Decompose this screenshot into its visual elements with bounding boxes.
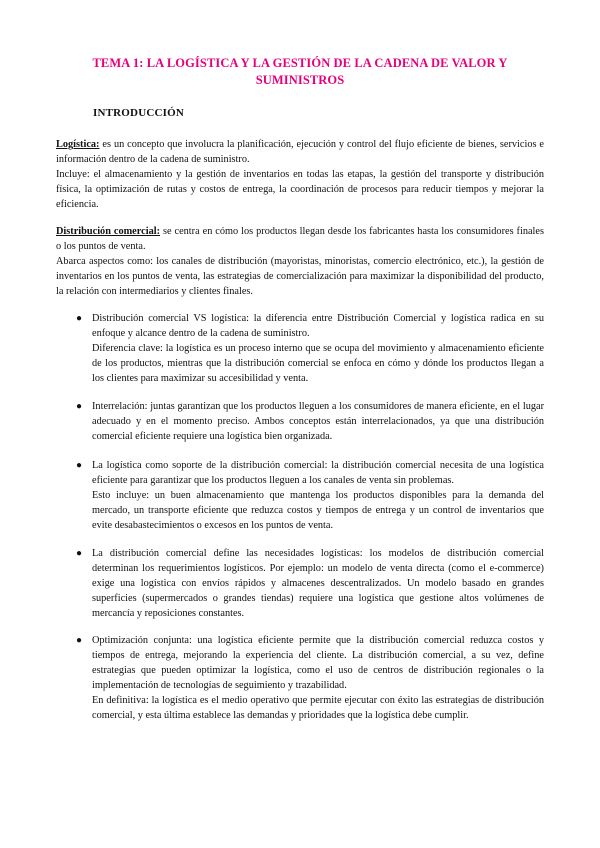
bullet-item xyxy=(56,311,544,386)
bullet-line: En definitiva: la logística es el medio operativo que permite ejecutar con éxito las estrategias de distribución comercial, y esta última establece las demandas y prioridades que la logística debe cumplir. xyxy=(92,695,544,721)
bullet-line: Esto incluye: un buen almacenamiento que mantenga los productos disponibles para la demanda del mercado, un transporte eficiente que reduzca costos y tiempos de entrega y un control de inventarios que evite desabastecimientos o excesos en los puntos de venta. xyxy=(92,490,544,531)
bullet-item xyxy=(56,546,544,621)
bullet-dot-icon: ● xyxy=(76,548,83,559)
bullet-item xyxy=(56,633,544,723)
bullet-item xyxy=(56,399,544,444)
document-title: TEMA 1: LA LOGÍSTICA Y LA GESTIÓN DE LA CADENA DE VALOR Y SUMINISTROS xyxy=(92,56,508,87)
term-logistica: Logística: xyxy=(56,139,100,150)
bullet-line: Distribución comercial VS logística: la diferencia entre Distribución Comercial y logística radica en su enfoque y alcance dentro de la cadena de suministro. xyxy=(92,313,544,339)
bullet-dot-icon: ● xyxy=(76,635,83,646)
term-distribucion: Distribución comercial: xyxy=(56,226,161,237)
bullet-line: Optimización conjunta: una logística eficiente permite que la distribución comercial reduzca costos y tiempos de entrega, mejorando la experiencia del cliente. La distribución comercial, a su vez, define estrategias que pueden optimizar la logística, como el uso de centros de distribución regionales o la implementación de tecnologías de seguimiento y trazabilidad. xyxy=(92,635,544,691)
bullet-line: La distribución comercial define las necesidades logísticas: los modelos de distribución comercial determinan los requerimientos logísticos. Por ejemplo: un modelo de venta directa (como el e-commerce) exige una logística con envíos rápidos y almacenes descentralizados. Un modelo basado en grandes superficies (supermercados o grandes tiendas) requiere una logística que gestione altos volúmenes de mercancía y reposiciones constantes. xyxy=(92,548,544,619)
bullet-line: Diferencia clave: la logística es un proceso interno que se ocupa del movimiento y almacenamiento eficiente de los productos, mientras que la distribución comercial se enfoca en cómo y dónde los productos llegan a los clientes para maximizar su accesibilidad y venta. xyxy=(92,343,544,384)
distribucion-covers: Abarca aspectos como: los canales de distribución (mayoristas, minoristas, comercio electrónico, etc.), la gestión de inventarios en los puntos de venta, las estrategias de comercialización para maximizar la disponibilidad del producto, la relación con intermediarios y clientes finales. xyxy=(56,256,544,297)
paragraph-logistica xyxy=(56,137,544,212)
bullet-dot-icon: ● xyxy=(76,313,83,324)
bullet-line: Interrelación: juntas garantizan que los productos lleguen a los consumidores de manera eficiente, en el lugar adecuado y en el momento preciso. Ambos conceptos están interrelacionados, ya que una distribución comercial eficiente requiere una logística bien organizada. xyxy=(92,401,544,442)
bullet-line: La logística como soporte de la distribución comercial: la distribución comercial necesita de una logística eficiente para garantizar que los productos lleguen a los canales de venta sin problemas. xyxy=(92,460,544,486)
distribucion-definition: se centra en cómo los productos llegan desde los fabricantes hasta los consumidores finales o los puntos de venta. xyxy=(56,226,544,252)
logistica-includes: Incluye: el almacenamiento y la gestión de inventarios en todas las etapas, la gestión del transporte y distribución física, la optimización de rutas y costos de entrega, la coordinación de procesos para reducir tiempos y mejorar la eficiencia. xyxy=(56,169,544,210)
bullet-item xyxy=(56,458,544,533)
paragraph-distribucion xyxy=(56,224,544,299)
logistica-definition: es un concepto que involucra la planificación, ejecución y control del flujo eficiente de bienes, servicios e información dentro de la cadena de suministro. xyxy=(56,139,544,165)
bullet-dot-icon: ● xyxy=(76,401,83,412)
bullet-dot-icon: ● xyxy=(76,460,83,471)
section-heading-introduccion: INTRODUCCIÓN xyxy=(93,107,185,119)
